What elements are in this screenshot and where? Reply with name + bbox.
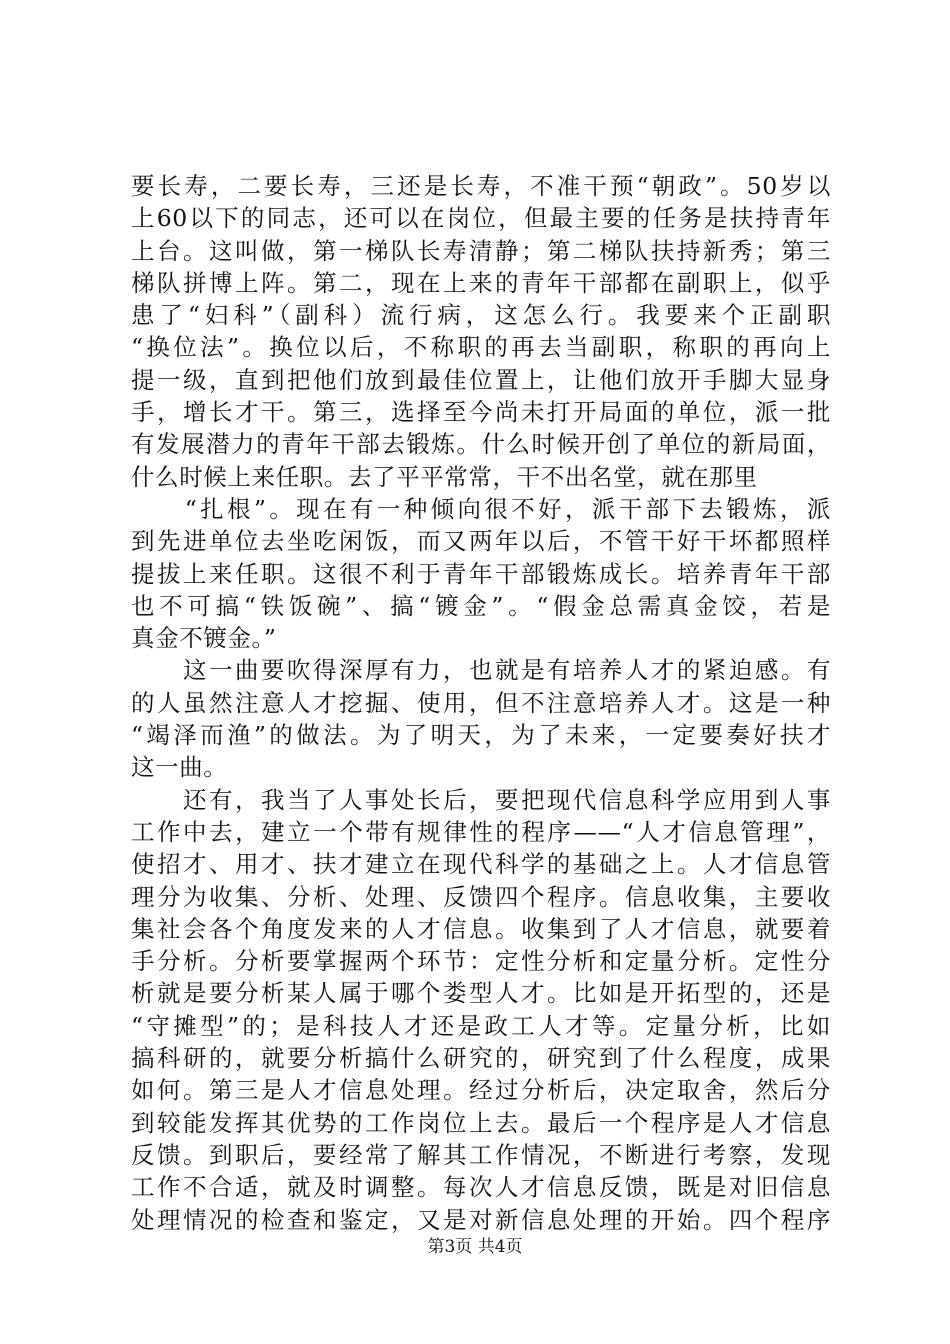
text-line: 上台。这叫做，第一梯队长寿清静；第二梯队扶持新秀；第三 [131, 236, 831, 265]
text-line: 这一曲要吹得深厚有力，也就是有培养人才的紧迫感。有 [131, 656, 831, 685]
text-line: 搞科研的，就要分析搞什么研究的，研究到了什么程度，成果 [131, 1044, 831, 1073]
text-line: 的人虽然注意人才挖掘、使用，但不注意培养人才。这是一种 [131, 688, 831, 717]
text-line: 还有，我当了人事处长后，要把现代信息科学应用到人事 [131, 785, 831, 814]
text-line: 如何。第三是人才信息处理。经过分析后，决定取舍，然后分 [131, 1076, 831, 1105]
text-line: 理分为收集、分析、处理、反馈四个程序。信息收集，主要收 [131, 882, 831, 911]
text-line: 处理情况的检查和鉴定，又是对新信息处理的开始。四个程序 [131, 1205, 831, 1234]
text-line: 也不可搞“铁饭碗”、搞“镀金”。“假金总需真金饺，若是 [131, 591, 831, 620]
text-line: 有发展潜力的青年干部去锻炼。什么时候开创了单位的新局面， [131, 430, 831, 459]
document-body [131, 170, 831, 1236]
text-line: 集社会各个角度发来的人才信息。收集到了人才信息，就要着 [131, 914, 831, 943]
text-line: “换位法”。换位以后，不称职的再去当副职，称职的再向上 [131, 333, 831, 362]
text-line: 梯队拼博上阵。第二，现在上来的青年干部都在副职上，似乎 [131, 268, 831, 297]
text-line: 这一曲。 [131, 753, 228, 782]
text-line: 到先进单位去坐吃闲饭，而又两年以后，不管干好干坏都照样 [131, 527, 831, 556]
page-footer: 第3页 共4页 [427, 1237, 523, 1257]
text-line: 真金不镀金。” [131, 624, 277, 653]
text-line: 反馈。到职后，要经常了解其工作情况，不断进行考察，发现 [131, 1140, 831, 1169]
text-line: 患了“妇科”（副科）流行病，这怎么行。我要来个正副职 [131, 301, 831, 330]
text-line: 什么时候上来任职。去了平平常常，干不出名堂，就在那里 [131, 462, 758, 491]
text-line: “守摊型”的；是科技人才还是政工人才等。定量分析，比如 [131, 1011, 831, 1040]
text-line: 手分析。分析要掌握两个环节：定性分析和定量分析。定性分 [131, 947, 831, 976]
text-line: “扎根”。现在有一种倾向很不好，派干部下去锻炼，派 [131, 494, 831, 523]
text-line: 使招才、用才、扶才建立在现代科学的基础之上。人才信息管 [131, 850, 831, 879]
text-line: 上60以下的同志，还可以在岗位，但最主要的任务是扶持青年 [131, 204, 831, 233]
text-line: 手，增长才干。第三，选择至今尚未打开局面的单位，派一批 [131, 398, 831, 427]
text-line: 提拔上来任职。这很不利于青年干部锻炼成长。培养青年干部 [131, 559, 831, 588]
text-line: 析就是要分析某人属于哪个娄型人才。比如是开拓型的，还是 [131, 979, 831, 1008]
text-line: 要长寿，二要长寿，三还是长寿，不准干预“朝政”。50岁以 [131, 172, 831, 200]
text-line: 提一级，直到把他们放到最佳位置上，让他们放开手脚大显身 [131, 365, 831, 394]
text-line: “竭泽而渔”的做法。为了明天，为了未来，一定要奏好扶才 [131, 721, 831, 750]
text-line: 到较能发挥其优势的工作岗位上去。最后一个程序是人才信息 [131, 1108, 831, 1137]
text-line: 工作中去，建立一个带有规律性的程序——“人才信息管理”， [131, 817, 831, 846]
text-line: 工作不合适，就及时调整。每次人才信息反馈，既是对旧信息 [131, 1173, 831, 1202]
